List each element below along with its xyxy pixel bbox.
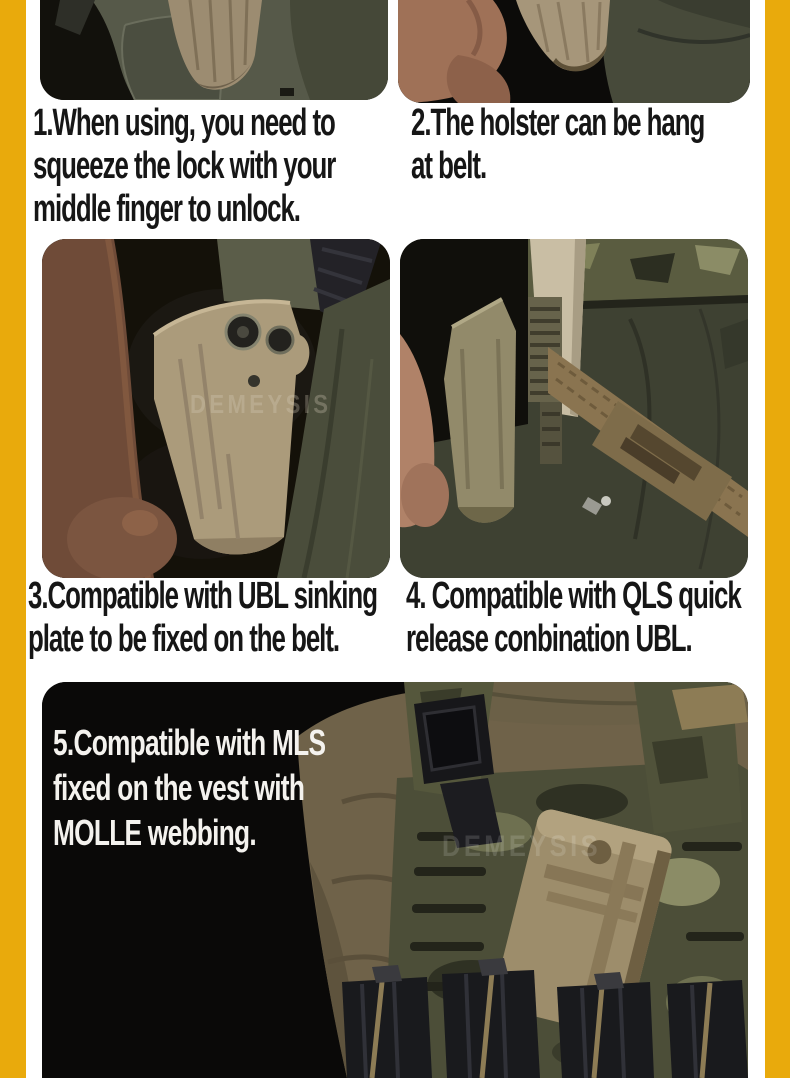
caption-line: 1.When using, you need to: [33, 102, 335, 144]
caption-step-3: [28, 575, 377, 661]
photo-step-1: [40, 0, 388, 100]
caption-step-1: [33, 102, 335, 231]
watermark-text: DEMEYSIS: [190, 389, 332, 419]
caption-line: 4. Compatible with QLS quick: [406, 575, 741, 617]
caption-line: release conbination UBL.: [406, 618, 692, 660]
photo-step-2: [398, 0, 750, 103]
photo-step-3: [42, 239, 390, 578]
caption-line: squeeze the lock with your: [33, 145, 336, 187]
caption-step-2: [411, 102, 704, 188]
caption-line: 3.Compatible with UBL sinking: [28, 575, 377, 617]
caption-line: at belt.: [411, 145, 487, 187]
watermark-text: DEMEYSIS: [442, 830, 601, 863]
caption-line: 5.Compatible with MLS: [53, 722, 326, 763]
left-accent-bar: [0, 0, 26, 1078]
caption-step-5: [53, 720, 325, 855]
caption-line: plate to be fixed on the belt.: [28, 618, 340, 660]
caption-line: 2.The holster can be hang: [411, 102, 705, 144]
photo-step-5: [42, 682, 748, 1078]
photo-step-4: [400, 239, 748, 578]
caption-line: MOLLE webbing.: [53, 812, 256, 853]
right-accent-bar: [765, 0, 790, 1078]
caption-line: fixed on the vest with: [53, 767, 305, 808]
caption-line: middle finger to unlock.: [33, 188, 300, 230]
caption-step-4: [406, 575, 741, 661]
